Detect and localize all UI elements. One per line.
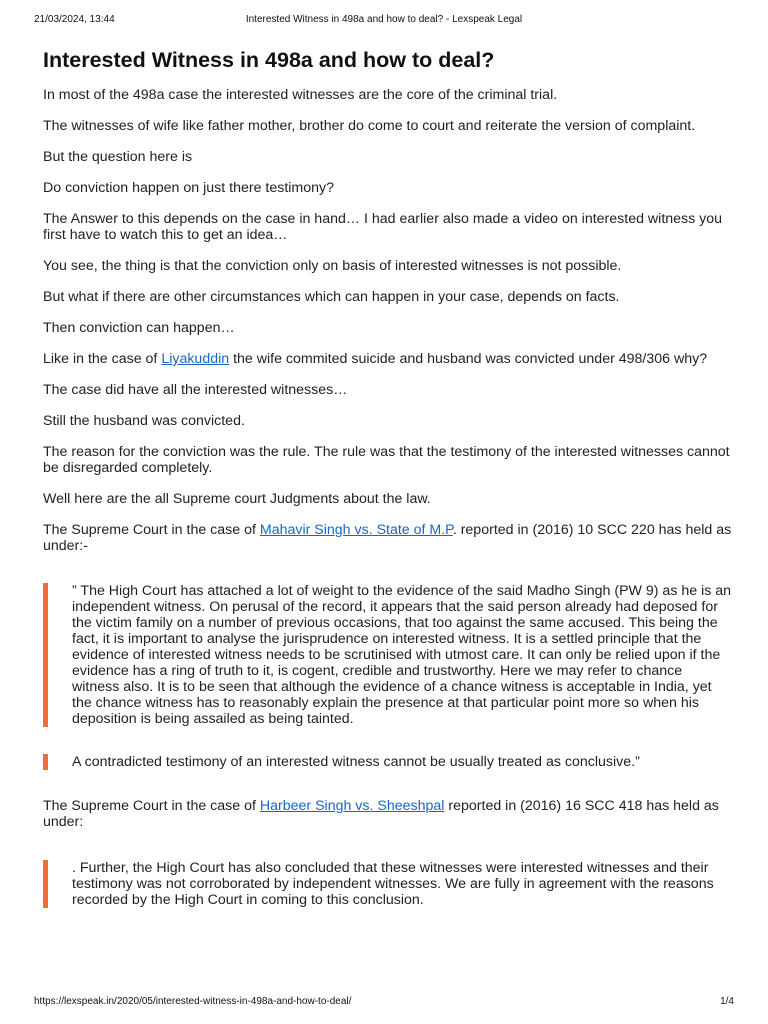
paragraph: Do conviction happen on just there testimony? (43, 180, 335, 196)
page-url: https://lexspeak.in/2020/05/interested-witness-in-498a-and-how-to-deal/ (34, 996, 352, 1007)
paragraph: The Answer to this depends on the case in hand… I had earlier also made a video on interested witness you first have to watch this to get an idea… (43, 211, 723, 243)
paragraph: Then conviction can happen… (43, 320, 235, 336)
text: The Supreme Court in the case of (43, 798, 260, 814)
paragraph: The reason for the conviction was the rule. The rule was that the testimony of the interested witnesses cannot be disregarded completely. (43, 444, 730, 476)
paragraph-mahavir (43, 522, 733, 554)
quote-text: A contradicted testimony of an interested witness cannot be usually treated as conclusive.” (72, 754, 640, 770)
quote-bar (43, 860, 48, 908)
blockquote (43, 860, 733, 908)
paragraph: You see, the thing is that the conviction only on basis of interested witnesses is not possible. (43, 258, 622, 274)
paragraph-liyakuddin (43, 351, 733, 367)
paragraph: Well here are the all Supreme court Judgments about the law. (43, 491, 431, 507)
quote-text: ” The High Court has attached a lot of weight to the evidence of the said Madho Singh (PW 9) as he is an independent witness. On perusal of the record, it appears that the said person already had deposed for the victim family on a number of previous occasions, that too against the same accused. This being the fact, it is important to analyse the jurisprudence on interested witness. It is a settled principle that the evidence of interested witness needs to be scrutinised with utmost care. It can only be relied upon if the evidence has a ring of truth to it, is cogent, credible and trustworthy. Here we may refer to chance witness also. It is to be seen that although the evidence of a chance witness is acceptable in India, yet the chance witness has to reasonably explain the presence at that particular point more so when his deposition is being assailed as being tainted. (72, 583, 732, 727)
blockquote (43, 754, 733, 770)
page-number: 1/4 (720, 996, 734, 1007)
liyakuddin-link[interactable]: Liyakuddin (161, 351, 230, 367)
harbeer-singh-link[interactable]: Harbeer Singh vs. Sheeshpal (259, 798, 445, 814)
text: reported in (2016) 16 SCC 418 has held as under: (43, 798, 719, 830)
mahavir-singh-link[interactable]: Mahavir Singh vs. State of M.P (259, 522, 453, 538)
paragraph: But what if there are other circumstances which can happen in your case, depends on facts. (43, 289, 620, 305)
text: the wife commited suicide and husband was convicted under 498/306 why? (229, 351, 708, 367)
print-footer (0, 996, 768, 1010)
text: The Supreme Court in the case of (43, 522, 260, 538)
quote-text: . Further, the High Court has also concluded that these witnesses were interested witnesses and their testimony was not corroborated by independent witnesses. We are fully in agreement with the reasons recorded by the High Court in coming to this conclusion. (72, 860, 714, 908)
paragraph: The case did have all the interested witnesses… (43, 382, 348, 398)
blockquote (43, 583, 733, 727)
print-datetime: 21/03/2024, 13:44 (34, 14, 115, 25)
print-header (0, 14, 768, 28)
text: Like in the case of (43, 351, 162, 367)
paragraph: Still the husband was convicted. (43, 413, 245, 429)
article (43, 46, 733, 923)
paragraph-harbeer (43, 798, 733, 830)
paragraph: The witnesses of wife like father mother, brother do come to court and reiterate the version of complaint. (43, 118, 696, 134)
print-doc-title: Interested Witness in 498a and how to deal? - Lexspeak Legal (245, 14, 523, 25)
paragraph: But the question here is (43, 149, 193, 165)
quote-bar (43, 583, 48, 727)
quote-bar (43, 754, 48, 770)
text: . reported in (2016) 10 SCC 220 has held as under:- (43, 522, 732, 554)
article-title: Interested Witness in 498a and how to deal? (43, 48, 495, 72)
paragraph: In most of the 498a case the interested witnesses are the core of the criminal trial. (43, 87, 558, 103)
